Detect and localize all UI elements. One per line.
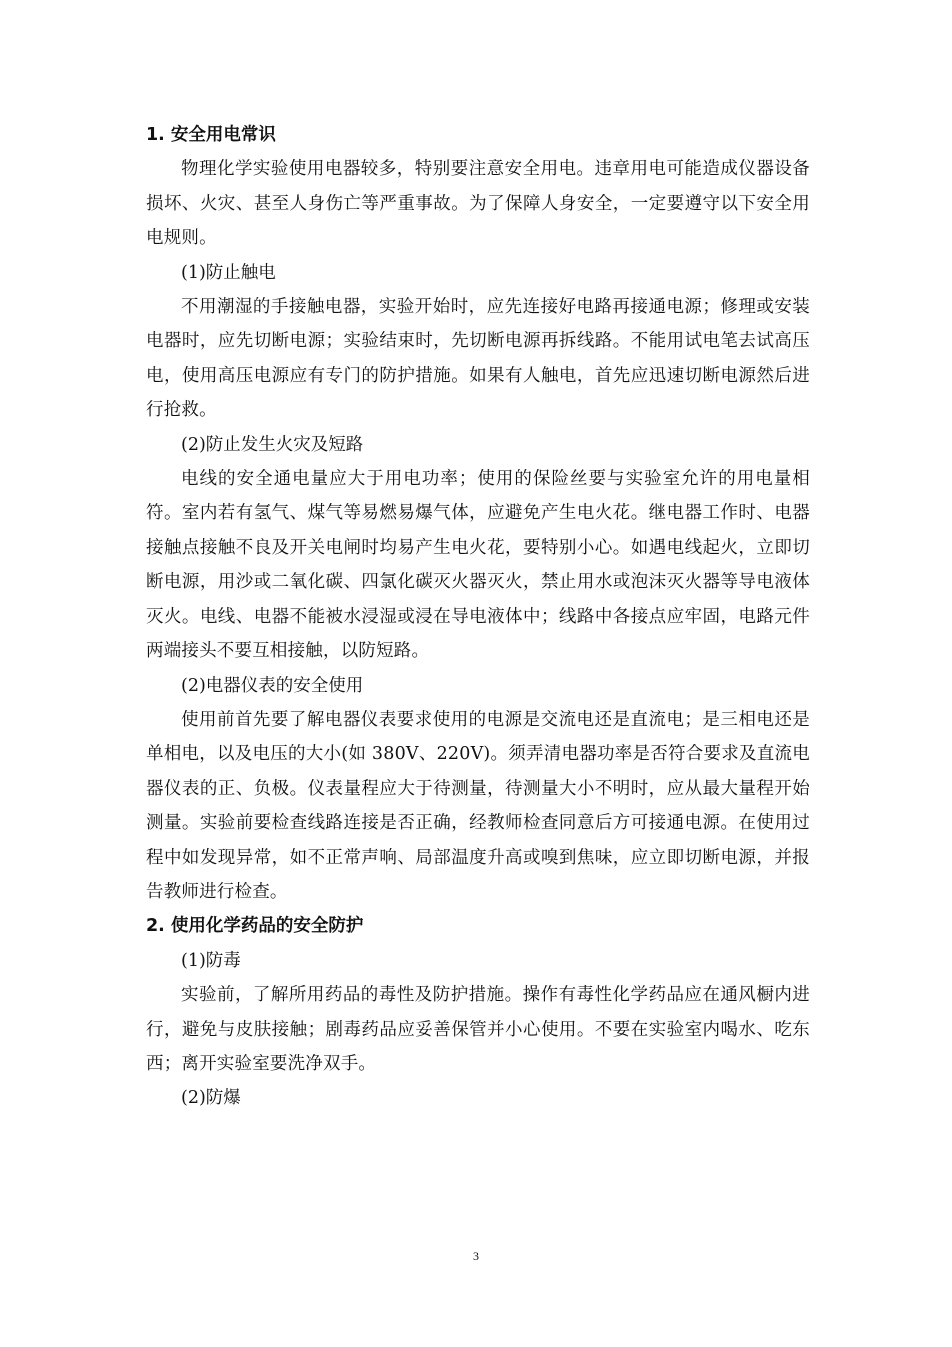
page-content [146, 118, 810, 1116]
page-number: 3 [473, 1249, 479, 1263]
paragraph-instrument-safety: 使用前首先要了解电器仪表要求使用的电源是交流电还是直流电；是三相电还是单相电，以及电压的大小(如 380V、220V)。须弄清电器功率是否符合要求及直流电器仪表的正、负极。仪表量程应大于待测量，待测量大小不明时，应从最大量程开始测量。实验前要检查线路连接是否正确，经教师检查同意后方可接通电源。在使用过程中如发现异常，如不正常声响、局部温度升高或嗅到焦味，应立即切断电源，并报告教师进行检查。 [146, 709, 810, 902]
paragraph-prevent-shock: 不用潮湿的手接触电器，实验开始时，应先连接好电路再接通电源；修理或安装电器时，应先切断电源；实验结束时，先切断电源再拆线路。不能用试电笔去试高压电，使用高压电源应有专门的防护措施。如果有人触电，首先应迅速切断电源然后进行抢救。 [146, 297, 810, 421]
paragraph-prevent-fire: 电线的安全通电量应大于用电功率；使用的保险丝要与实验室允许的用电量相符。室内若有氢气、煤气等易燃易爆气体，应避免产生电火花。继电器工作时、电器接触点接触不良及开关电闸时均易产生电火花，要特别小心。如遇电线起火，立即切断电源，用沙或二氧化碳、四氯化碳灭火器灭火，禁止用水或泡沫灭火器等导电液体灭火。电线、电器不能被水浸湿或浸在导电液体中；线路中各接点应牢固，电路元件两端接头不要互相接触，以防短路。 [146, 469, 810, 662]
section-heading-electrical-safety: 1. 安全用电常识 [146, 125, 276, 145]
paragraph-anti-poison: 实验前，了解所用药品的毒性及防护措施。操作有毒性化学药品应在通风橱内进行，避免与皮肤接触；剧毒药品应妥善保管并小心使用。不要在实验室内喝水、吃东西；离开实验室要洗净双手。 [146, 985, 810, 1074]
subheading-prevent-fire: (2)防止发生火灾及短路 [181, 434, 364, 455]
subheading-anti-explosion: (2)防爆 [181, 1088, 241, 1109]
section-intro-paragraph: 物理化学实验使用电器较多，特别要注意安全用电。违章用电可能造成仪器设备损坏、火灾、甚至人身伤亡等严重事故。为了保障人身安全，一定要遵守以下安全用电规则。 [146, 159, 810, 249]
section-heading-chemical-safety: 2. 使用化学药品的安全防护 [146, 916, 364, 937]
subheading-prevent-shock: (1)防止触电 [181, 262, 276, 283]
subheading-instrument-safety: (2)电器仪表的安全使用 [181, 675, 364, 696]
subheading-anti-poison: (1)防毒 [181, 950, 241, 971]
